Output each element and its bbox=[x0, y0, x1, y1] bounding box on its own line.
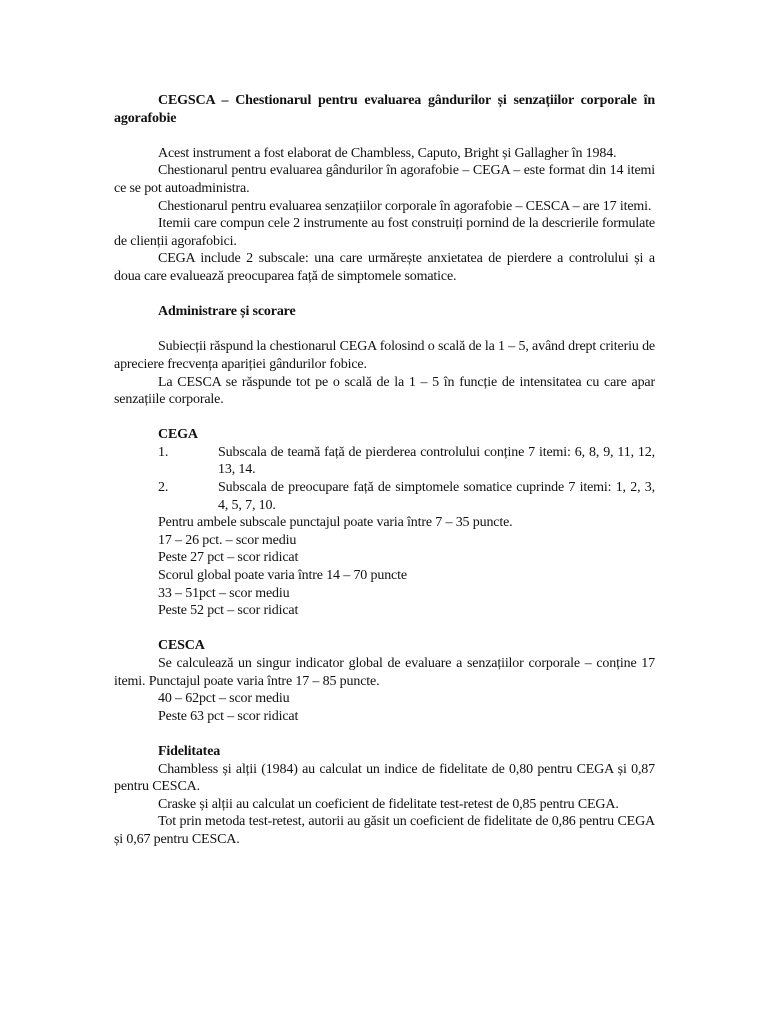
cega-line: Peste 27 pct – scor ridicat bbox=[158, 550, 299, 566]
spacer bbox=[114, 321, 655, 339]
list-item-number: 2. bbox=[158, 480, 169, 496]
intro-paragraph: Chestionarul pentru evaluarea senzațiilor corporale în agorafobie – CESCA – are 17 itemi. bbox=[158, 198, 652, 214]
intro-paragraph: Itemii care compun cele 2 instrumente au fost construiți pornind de la descrierile formulate de clienții agorafobici. bbox=[114, 216, 655, 249]
admin-paragraph: Subiecții răspund la chestionarul CEGA folosind o scală de la 1 – 5, având drept criteriu de apreciere frecvența apariției gândurilor fobice. bbox=[114, 339, 655, 372]
intro-paragraph: CEGA include 2 subscale: una care urmărește anxietatea de pierdere a controlului și a doua care evaluează preocuparea față de simptomele somatice. bbox=[114, 251, 655, 284]
fidelity-paragraph: Tot prin metoda test-retest, autorii au găsit un coeficient de fidelitate de 0,86 pentru CEGA și 0,67 pentru CESCA. bbox=[114, 814, 655, 847]
cesca-line: Peste 63 pct – scor ridicat bbox=[158, 708, 299, 724]
list-item-text: Subscala de teamă față de pierderea controlului conține 7 itemi: 6, 8, 9, 11, 12, 13, 14. bbox=[218, 444, 655, 478]
list-item bbox=[114, 479, 655, 514]
list-item bbox=[114, 444, 655, 479]
document-page bbox=[114, 92, 655, 849]
fidelity-paragraph: Craske și alții au calculat un coeficient de fidelitate test-retest de 0,85 pentru CEGA. bbox=[158, 796, 619, 812]
intro-paragraph: Chestionarul pentru evaluarea gândurilor în agorafobie – CEGA – este format din 14 itemi ce se pot autoadministra. bbox=[114, 163, 655, 196]
intro-paragraph: Acest instrument a fost elaborat de Chambless, Caputo, Bright și Gallagher în 1984. bbox=[158, 145, 617, 161]
cega-line: 17 – 26 pct. – scor mediu bbox=[158, 532, 297, 548]
section-heading-cesca: CESCA bbox=[158, 638, 205, 654]
cesca-line: 40 – 62pct – scor mediu bbox=[158, 691, 290, 707]
section-heading-fidelitatea: Fidelitatea bbox=[158, 743, 221, 759]
cega-line: Peste 52 pct – scor ridicat bbox=[158, 603, 299, 619]
fidelity-paragraph: Chambless și alții (1984) au calculat un indice de fidelitate de 0,80 pentru CEGA și 0,87 pentru CESCA. bbox=[114, 761, 655, 795]
list-item-number: 1. bbox=[158, 444, 169, 460]
spacer bbox=[114, 286, 655, 304]
spacer bbox=[114, 127, 655, 145]
spacer bbox=[114, 620, 655, 638]
cesca-paragraph: Se calculează un singur indicator global de evaluare a senzațiilor corporale – conține 17 itemi. Punctajul poate varia între 17 – 85 puncte. bbox=[114, 656, 655, 689]
cega-line: Pentru ambele subscale punctajul poate varia între 7 – 35 puncte. bbox=[158, 515, 513, 531]
document-title: CEGSCA – Chestionarul pentru evaluarea gândurilor și senzațiilor corporale în agorafobie bbox=[114, 93, 655, 126]
cega-line: 33 – 51pct – scor mediu bbox=[158, 585, 290, 601]
section-heading-administrare: Administrare și scorare bbox=[158, 304, 296, 320]
section-heading-cega: CEGA bbox=[158, 427, 198, 443]
spacer bbox=[114, 725, 655, 743]
list-item-text: Subscala de preocupare față de simptomele somatice cuprinde 7 itemi: 1, 2, 3, 4, 5, 7, 10. bbox=[218, 480, 655, 513]
cega-line: Scorul global poate varia între 14 – 70 puncte bbox=[158, 568, 407, 584]
spacer bbox=[114, 409, 655, 427]
admin-paragraph: La CESCA se răspunde tot pe o scală de la 1 – 5 în funcție de intensitatea cu care apar senzațiile corporale. bbox=[114, 374, 655, 408]
